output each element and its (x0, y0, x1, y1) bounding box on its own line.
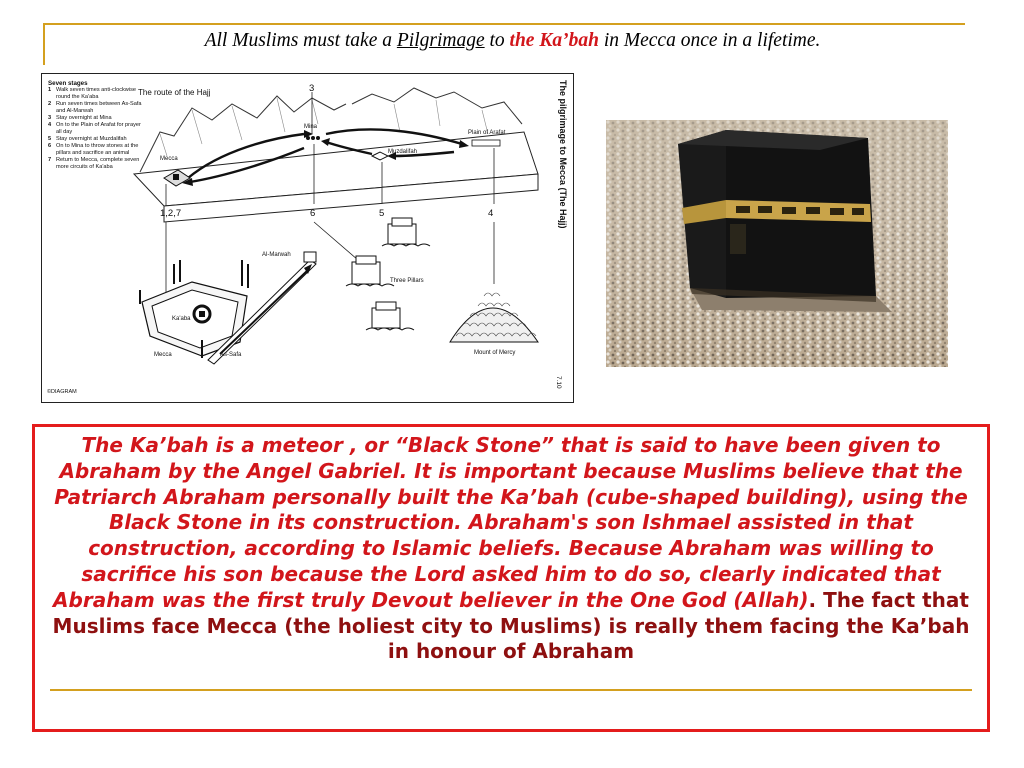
label-num-6: 6 (310, 208, 316, 219)
hajj-route-diagram (41, 73, 574, 403)
explanation-red-text: The Ka’bah is a meteor , or “Black Stone” that is said to have been given to Abraham by the Angel Gabriel. It is important because Muslims believe that the Patriarch Abraham personally built the Ka’bah (cube-shaped building), using the Black Stone in its construction. Abraham's son Ishmael assisted in that construction, according to Islamic beliefs. Because Abraham was willing to sacrifice his son because the Lord asked him to do so, clearly indicated that Abraham was the first truly Devout believer in the One God (Allah) (53, 433, 968, 612)
label-num-127: 1,2,7 (160, 208, 182, 219)
explanation-box (32, 424, 990, 732)
title-kabah: the Ka’bah (509, 30, 599, 51)
legend-item: 2 Run seven times between As-Safa and Al-Marwah (48, 101, 142, 114)
bottom-rule (50, 689, 972, 691)
title-pilgrimage: Pilgrimage (396, 30, 485, 51)
slide-title (60, 30, 965, 52)
header-left-rule (43, 23, 45, 65)
diagram-page-number: 7.10 (555, 376, 562, 389)
explanation-dark-text: . The fact that Muslims face Mecca (the holiest city to Muslims) is really them facing the Ka’bah in honour of Abraham (52, 587, 970, 664)
label-mecca-top: Mecca (160, 156, 178, 162)
label-num-5: 5 (379, 208, 385, 219)
label-kaaba: Ka'aba (172, 316, 191, 322)
label-mount-of-mercy: Mount of Mercy (474, 350, 516, 356)
legend-item: 3 Stay overnight at Mina (48, 115, 112, 121)
title-prefix: All Muslims must take a (204, 30, 397, 51)
label-mecca-bottom: Mecca (154, 352, 172, 358)
label-num-3: 3 (309, 83, 315, 94)
header-top-rule (43, 23, 965, 25)
title-suffix: in Mecca once in a lifetime. (598, 30, 821, 51)
legend-heading: Seven stages (48, 80, 88, 87)
label-mina: Mina (304, 124, 318, 130)
label-al-marwah: Al-Marwah (262, 252, 291, 258)
kabah-photo (606, 120, 948, 367)
legend-item: 5 Stay overnight at Muzdalifah (48, 136, 127, 142)
legend-item: 4 On to the Plain of Arafat for prayer all day (48, 122, 141, 135)
title-to: to (484, 30, 510, 51)
route-title: The route of the Hajj (138, 88, 211, 97)
vertical-title: The pilgrimage to Mecca (The Hajj) (558, 80, 568, 229)
legend-item: 6 On to Mina to throw stones at the pillars and sacrifice an animal (48, 143, 139, 156)
label-arafat: Plain of Arafat (468, 130, 506, 136)
explanation-paragraph (45, 433, 977, 665)
diagram-copyright: ©DIAGRAM (47, 389, 77, 395)
kabah-photo-drawing (606, 120, 948, 367)
legend-item: 7 Return to Mecca, complete seven more circuits of Ka'aba (48, 157, 140, 170)
label-as-safa: As-Safa (220, 352, 242, 358)
label-muzdalifah: Muzdalifah (388, 149, 418, 155)
label-num-4: 4 (488, 208, 494, 219)
legend-item: 1 Walk seven times anti-clockwise round the Ka'aba (48, 87, 136, 100)
stages-legend (48, 80, 142, 171)
label-three-pillars: Three Pillars (390, 278, 424, 284)
